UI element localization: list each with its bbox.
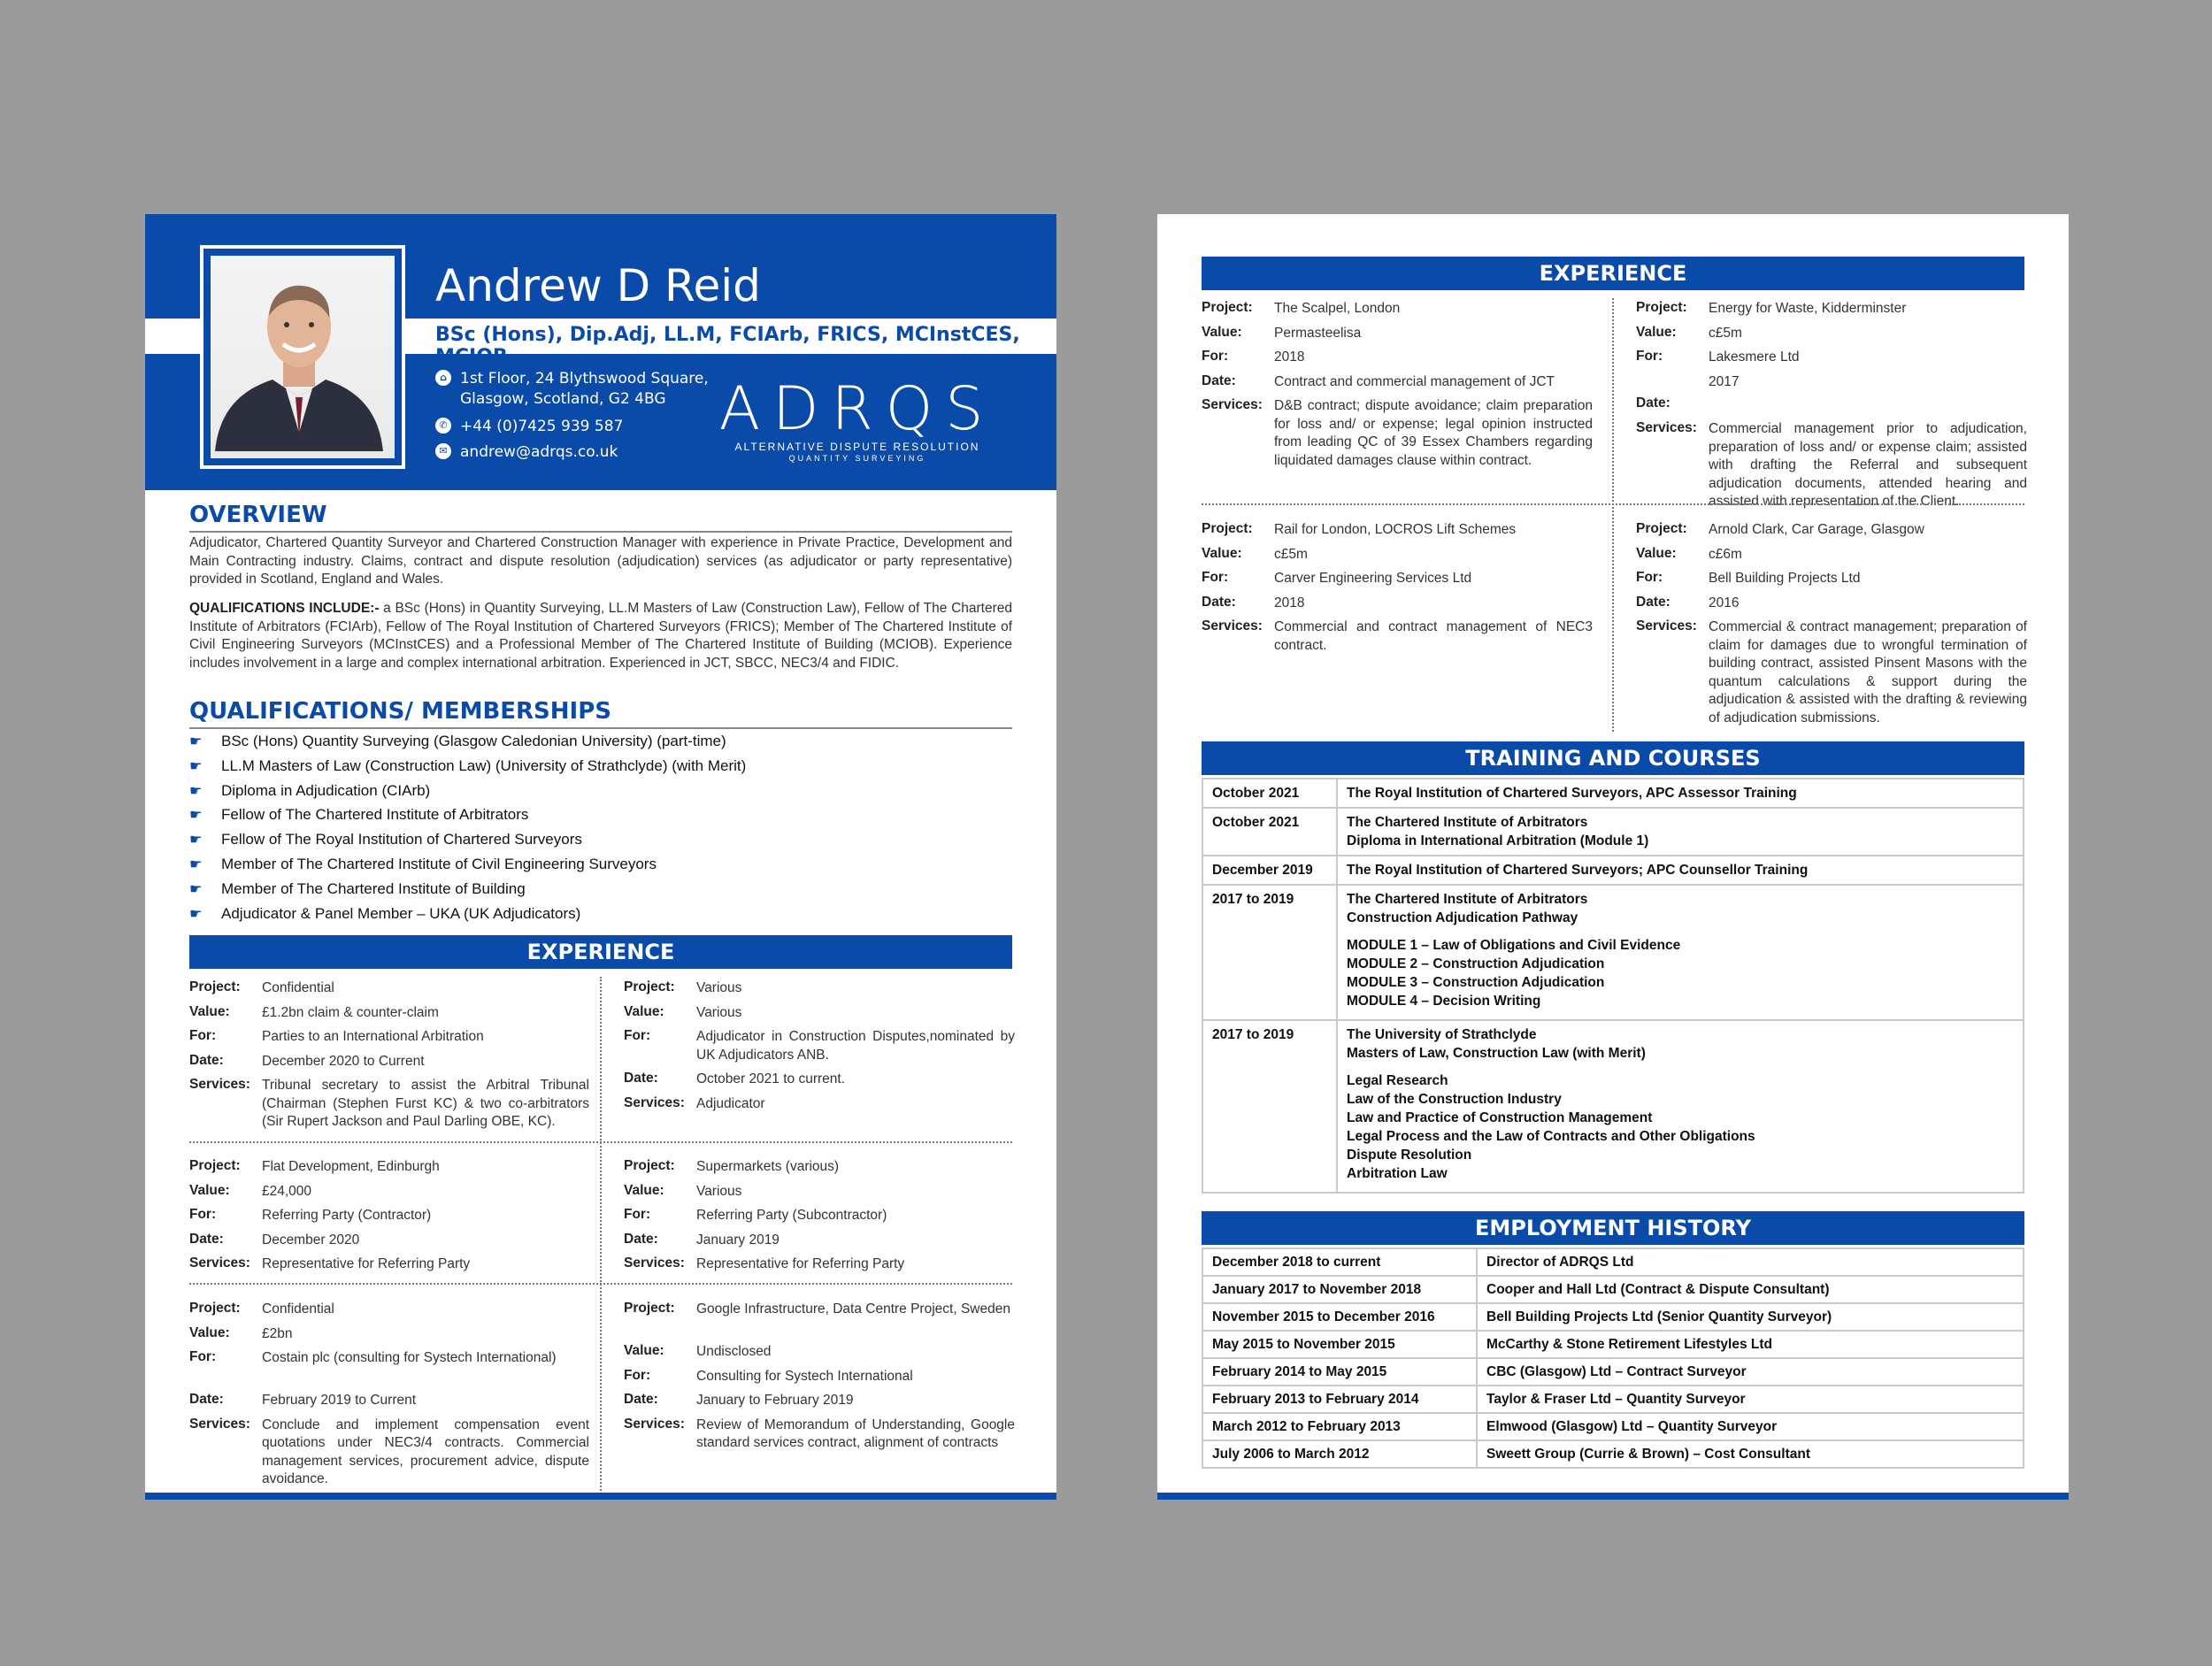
label-value: Value:	[624, 1003, 664, 1019]
phone-block	[435, 417, 718, 438]
value-value: Permasteelisa	[1274, 325, 1362, 341]
value-date: 2016	[1709, 595, 1740, 610]
value-for: Referring Party (Contractor)	[262, 1208, 432, 1223]
value-services: Tribunal secretary to assist the Arbitral Tribunal (Chairman (Stephen Furst KC) & two co-arbitrators (Sir Rupert Jackson and Paul Darling OBE, KC).	[262, 1078, 589, 1129]
cv-page-2	[1157, 214, 2069, 1500]
label-services: Services:	[624, 1094, 685, 1110]
label-for: For:	[1636, 570, 1663, 585]
pointing-hand-icon: ☛	[189, 833, 203, 848]
logo-wordmark: ADRQS	[718, 374, 996, 444]
training-line-1: The Royal Institution of Chartered Surveyors, APC Assessor Training	[1347, 786, 1797, 801]
value-for: Adjudicator in Construction Disputes,nominated by UK Adjudicators ANB.	[696, 1029, 1015, 1063]
membership-label: Fellow of The Royal Institution of Chartered Surveyors	[221, 831, 582, 848]
label-services: Services:	[1636, 420, 1697, 435]
employment-row	[1202, 1303, 2024, 1331]
label-services: Services:	[189, 1255, 250, 1271]
value-date: February 2019 to Current	[262, 1393, 417, 1408]
label-for: For:	[1202, 349, 1229, 364]
value-project: Google Infrastructure, Data Centre Project, Sweden	[696, 1301, 1010, 1317]
membership-item	[189, 877, 526, 902]
training-modules	[1347, 936, 2014, 1010]
qualifications-summary-text: a BSc (Hons) in Quantity Surveying, LL.M Masters of Law (Construction Law), Fellow of The Chartered Institute of Arbitrators (FCIArb), Fellow of The Royal Institution of Chartered Surveyors (FRICS); Member of The Chartered Institute of Civil Engineering Surveyors (MCInstCES) and a Professional Member of The Chartered Institute of Building (MCIOB). Experience includes involvement in a large and complex international arbitration. Experienced in JCT, SBCC, NEC3/4 and FIDIC.	[189, 601, 1012, 671]
location-pin-icon: ⌂	[435, 370, 451, 386]
employment-row	[1202, 1331, 2024, 1358]
value-value: c£5m	[1709, 325, 1742, 341]
value-value: £1.2bn claim & counter-claim	[262, 1004, 439, 1020]
employment-row	[1202, 1386, 2024, 1413]
value-for: Consulting for Systech International	[696, 1368, 913, 1384]
label-project: Project:	[1202, 521, 1253, 536]
pointing-hand-icon: ☛	[189, 758, 203, 774]
value-services: Commercial management prior to adjudication, preparation of loss and/ or expense claim; assisted with drafting the Referral and subsequent adjudication documents, attended hearing and assisted with representation of the Client.	[1709, 421, 2027, 509]
label-for: For:	[189, 1349, 217, 1364]
qualification-initials: BSc (Hons), Dip.Adj, LL.M, FCIArb, FRICS, MCInstCES, MCIOB	[435, 324, 1020, 368]
pointing-hand-icon: ☛	[189, 881, 203, 897]
value-date: 2018	[1274, 595, 1305, 610]
employment-row	[1202, 1276, 2024, 1303]
employment-heading: EMPLOYMENT HISTORY	[1202, 1211, 2024, 1245]
training-row	[1202, 1020, 2024, 1193]
value-for: 2018	[1274, 349, 1305, 365]
row-divider	[189, 1283, 1012, 1285]
overview-text: Adjudicator, Chartered Quantity Surveyor and Chartered Construction Manager with experience in Private Practice, Development and Main Contracting industry. Claims, contract and dispute resolution (adjudication) services (as adjudicator or party representative) provided in Scotland, England and Wales.	[189, 535, 1012, 587]
membership-item	[189, 827, 582, 852]
training-line-2: Diploma in International Arbitration (Module 1)	[1347, 833, 1649, 848]
value-services: Commercial & contract management; preparation of claim for damages due to wrongful termination of building contract, assisted Pinsent Masons with the quantum calculations & support during the adjudication & assisted with the drafting & reviewing of adjudication submissions.	[1709, 619, 2027, 726]
training-module: MODULE 3 – Construction Adjudication	[1347, 975, 1605, 990]
label-value: Value:	[624, 1343, 664, 1358]
employment-role: Sweett Group (Currie & Brown) – Cost Consultant	[1477, 1440, 2024, 1468]
membership-item	[189, 802, 528, 827]
value-project: Rail for London, LOCROS Lift Schemes	[1274, 522, 1517, 537]
value-project: Arnold Clark, Car Garage, Glasgow	[1709, 522, 1924, 537]
label-project: Project:	[1636, 300, 1687, 315]
value-value: Various	[696, 1004, 742, 1020]
label-for: For:	[624, 1028, 651, 1043]
label-project: Project:	[189, 979, 241, 994]
value-value: c£6m	[1709, 546, 1742, 562]
label-value: Value:	[1636, 324, 1677, 340]
label-project: Project:	[189, 1301, 241, 1316]
label-for: For:	[1636, 349, 1663, 364]
label-date: Date:	[1636, 594, 1671, 610]
label-project: Project:	[624, 1301, 675, 1316]
employment-period: January 2017 to November 2018	[1202, 1276, 1477, 1303]
employment-table	[1202, 1248, 2024, 1469]
logo-tagline: ALTERNATIVE DISPUTE RESOLUTION	[734, 441, 980, 453]
label-date: Date:	[624, 1392, 658, 1407]
training-detail	[1337, 1020, 2024, 1193]
training-module: Arbitration Law	[1347, 1166, 1448, 1181]
value-services: D&B contract; dispute avoidance; claim preparation for loss and/ or expense; legal opinion instructed from leading QC of 39 Essex Chambers regarding liquidated damages clause within contract.	[1274, 398, 1593, 468]
training-modules	[1347, 1071, 2014, 1183]
phone-number: +44 (0)7425 939 587	[460, 418, 624, 435]
membership-label: Member of The Chartered Institute of Civil Engineering Surveyors	[221, 856, 657, 872]
cv-page-1	[145, 214, 1056, 1500]
training-row	[1202, 885, 2024, 1020]
qualifications-summary	[189, 600, 1012, 672]
label-value: Value:	[189, 1003, 230, 1019]
label-value: Value:	[189, 1182, 230, 1198]
training-module: Law and Practice of Construction Management	[1347, 1110, 1653, 1125]
label-for: For:	[189, 1207, 217, 1222]
email-address: andrew@adrqs.co.uk	[460, 443, 618, 461]
employment-row	[1202, 1248, 2024, 1276]
value-project: Confidential	[262, 980, 334, 995]
label-services: Services:	[189, 1416, 250, 1432]
row-divider	[189, 1141, 1012, 1143]
label-value: Value:	[624, 1182, 664, 1198]
employment-role: McCarthy & Stone Retirement Lifestyles Ltd	[1477, 1331, 2024, 1358]
training-heading: TRAINING AND COURSES	[1202, 741, 2024, 775]
training-module: Law of the Construction Industry	[1347, 1092, 1562, 1107]
address-block	[435, 369, 718, 410]
membership-label: Diploma in Adjudication (CIArb)	[221, 781, 431, 799]
training-date: October 2021	[1202, 808, 1337, 856]
value-project: Various	[696, 980, 742, 995]
membership-label: LL.M Masters of Law (Construction Law) (University of Strathclyde) (with Merit)	[221, 756, 747, 774]
training-detail	[1337, 856, 2024, 885]
training-line-1: The Royal Institution of Chartered Surveyors; APC Counsellor Training	[1347, 863, 1809, 878]
profile-photo-frame	[200, 245, 405, 469]
employment-role: Elmwood (Glasgow) Ltd – Quantity Surveyor	[1477, 1413, 2024, 1440]
training-line-2: Masters of Law, Construction Law (with Merit)	[1347, 1046, 1646, 1061]
training-module: MODULE 1 – Law of Obligations and Civil Evidence	[1347, 938, 1681, 953]
label-date: Date:	[1202, 372, 1236, 388]
training-module: Dispute Resolution	[1347, 1148, 1472, 1163]
value-date: December 2020	[262, 1232, 360, 1248]
membership-item	[189, 902, 580, 926]
column-divider	[1612, 298, 1614, 732]
employment-period: February 2013 to February 2014	[1202, 1386, 1477, 1413]
label-project: Project:	[189, 1158, 241, 1173]
email-icon: ✉	[435, 443, 451, 459]
value-services: Adjudicator	[696, 1095, 765, 1111]
training-module: MODULE 2 – Construction Adjudication	[1347, 956, 1605, 971]
training-table	[1202, 778, 2024, 1194]
value-value: £24,000	[262, 1183, 312, 1199]
value-value: £2bn	[262, 1325, 293, 1341]
employment-period: February 2014 to May 2015	[1202, 1358, 1477, 1386]
page-bottom-bar	[1157, 1493, 2069, 1500]
page-bottom-bar	[145, 1493, 1056, 1500]
value-services: Review of Memorandum of Understanding, Google standard services contract, alignment of contracts	[696, 1416, 1015, 1450]
label-services: Services:	[1202, 618, 1263, 633]
value-for: Lakesmere Ltd	[1709, 349, 1800, 365]
label-date: Date:	[189, 1052, 224, 1068]
training-detail	[1337, 808, 2024, 856]
value-for: Costain plc (consulting for Systech International)	[262, 1350, 557, 1365]
adrqs-logo	[711, 374, 1003, 464]
label-for: For:	[624, 1367, 651, 1383]
label-services: Services:	[189, 1077, 250, 1092]
training-date: 2017 to 2019	[1202, 885, 1337, 1020]
training-row	[1202, 779, 2024, 808]
training-date: 2017 to 2019	[1202, 1020, 1337, 1193]
label-date: Date:	[189, 1231, 224, 1247]
experience-heading: EXPERIENCE	[189, 935, 1012, 969]
label-value: Value:	[1636, 545, 1677, 561]
training-module: Legal Research	[1347, 1073, 1448, 1088]
training-date: December 2019	[1202, 856, 1337, 885]
pointing-hand-icon: ☛	[189, 734, 203, 749]
experience-heading-page-2: EXPERIENCE	[1202, 257, 2024, 290]
value-project: Supermarkets (various)	[696, 1159, 840, 1174]
membership-item	[189, 754, 746, 779]
employment-period: March 2012 to February 2013	[1202, 1413, 1477, 1440]
employment-period: November 2015 to December 2016	[1202, 1303, 1477, 1331]
pointing-hand-icon: ☛	[189, 857, 203, 872]
label-for: For:	[624, 1207, 651, 1222]
training-detail	[1337, 885, 2024, 1020]
candidate-name: Andrew D Reid	[435, 260, 761, 311]
value-project: Flat Development, Edinburgh	[262, 1159, 440, 1174]
label-date: Date:	[1202, 594, 1236, 610]
value-services: Conclude and implement compensation event quotations under NEC3/4 contracts. Commercial management services, procurement advice, dispute avoidance.	[262, 1416, 589, 1486]
value-for: Referring Party (Subcontractor)	[696, 1208, 887, 1223]
training-date: October 2021	[1202, 779, 1337, 808]
membership-item	[189, 729, 726, 754]
label-value: Value:	[189, 1324, 230, 1340]
membership-item	[189, 779, 430, 803]
label-project: Project:	[1202, 300, 1253, 315]
qualifications-summary-label: QUALIFICATIONS INCLUDE:-	[189, 601, 380, 616]
header-banner	[145, 214, 1056, 490]
value-for: Bell Building Projects Ltd	[1709, 571, 1861, 586]
value-value: c£5m	[1274, 546, 1308, 562]
employment-period: July 2006 to March 2012	[1202, 1440, 1477, 1468]
row-divider	[1202, 503, 2024, 505]
employment-role: Bell Building Projects Ltd (Senior Quantity Surveyor)	[1477, 1303, 2024, 1331]
employment-role: Cooper and Hall Ltd (Contract & Dispute Consultant)	[1477, 1276, 2024, 1303]
training-line-1: The University of Strathclyde	[1347, 1027, 1537, 1042]
employment-role: Director of ADRQS Ltd	[1477, 1248, 2024, 1276]
value-for: Parties to an International Arbitration	[262, 1029, 484, 1044]
value-project: Energy for Waste, Kidderminster	[1709, 301, 1907, 316]
label-for: For:	[189, 1028, 217, 1043]
label-services: Services:	[624, 1255, 685, 1271]
employment-role: Taylor & Fraser Ltd – Quantity Surveyor	[1477, 1386, 2024, 1413]
pointing-hand-icon: ☛	[189, 808, 203, 824]
employment-row	[1202, 1440, 2024, 1468]
logo-subtagline: QUANTITY SURVEYING	[788, 454, 926, 463]
label-date: Date:	[189, 1392, 224, 1407]
training-module: Legal Process and the Law of Contracts and Other Obligations	[1347, 1129, 1755, 1144]
value-date: December 2020 to Current	[262, 1053, 425, 1069]
label-project: Project:	[624, 979, 675, 994]
membership-item	[189, 852, 657, 877]
value-services: Representative for Referring Party	[696, 1256, 905, 1271]
training-module: MODULE 4 – Decision Writing	[1347, 994, 1541, 1009]
label-value: Value:	[1202, 324, 1242, 340]
column-divider	[600, 977, 602, 1500]
membership-label: Fellow of The Chartered Institute of Arbitrators	[221, 806, 529, 824]
label-project: Project:	[1636, 521, 1687, 536]
value-date: Contract and commercial management of JCT	[1274, 373, 1555, 389]
address-line-2: Glasgow, Scotland, G2 4BG	[460, 390, 666, 408]
value-for: Carver Engineering Services Ltd	[1274, 571, 1472, 586]
value-value: Undisclosed	[696, 1344, 772, 1359]
training-detail	[1337, 779, 2024, 808]
label-date: Date:	[624, 1071, 658, 1086]
value-date: October 2021 to current.	[696, 1071, 846, 1086]
label-services: Services:	[1202, 397, 1263, 412]
pointing-hand-icon: ☛	[189, 783, 203, 799]
employment-row	[1202, 1413, 2024, 1440]
label-services: Services:	[624, 1416, 685, 1432]
value-services: Commercial and contract management of NEC3 contract.	[1274, 619, 1593, 653]
employment-period: December 2018 to current	[1202, 1248, 1477, 1276]
membership-label: BSc (Hons) Quantity Surveying (Glasgow Caledonian University) (part-time)	[221, 733, 726, 749]
training-line-1: The Chartered Institute of Arbitrators	[1347, 892, 1588, 907]
value-extra: 2017	[1709, 373, 1740, 389]
pointing-hand-icon: ☛	[189, 906, 203, 922]
label-value: Value:	[1202, 545, 1242, 561]
value-project: The Scalpel, London	[1274, 301, 1401, 316]
profile-photo	[211, 256, 395, 458]
overview-heading: OVERVIEW	[189, 499, 1012, 533]
label-project: Project:	[624, 1158, 675, 1173]
value-date: January 2019	[696, 1232, 780, 1248]
training-line-2: Construction Adjudication Pathway	[1347, 910, 1578, 925]
label-date: Date:	[624, 1231, 658, 1247]
training-row	[1202, 808, 2024, 856]
value-value: Various	[696, 1183, 742, 1199]
training-line-1: The Chartered Institute of Arbitrators	[1347, 815, 1588, 830]
phone-icon: ✆	[435, 418, 451, 434]
address-line-1: 1st Floor, 24 Blythswood Square,	[460, 370, 709, 388]
label-date: Date:	[1636, 395, 1671, 411]
employment-period: May 2015 to November 2015	[1202, 1331, 1477, 1358]
value-services: Representative for Referring Party	[262, 1256, 471, 1271]
value-project: Confidential	[262, 1301, 334, 1317]
employment-row	[1202, 1358, 2024, 1386]
label-services: Services:	[1636, 618, 1697, 633]
label-for: For:	[1202, 570, 1229, 585]
email-block	[435, 442, 718, 464]
value-date: January to February 2019	[696, 1393, 854, 1408]
training-row	[1202, 856, 2024, 885]
membership-label: Member of The Chartered Institute of Building	[221, 879, 526, 897]
employment-role: CBC (Glasgow) Ltd – Contract Surveyor	[1477, 1358, 2024, 1386]
membership-label: Adjudicator & Panel Member – UKA (UK Adjudicators)	[221, 904, 581, 922]
memberships-heading: QUALIFICATIONS/ MEMBERSHIPS	[189, 695, 1012, 729]
